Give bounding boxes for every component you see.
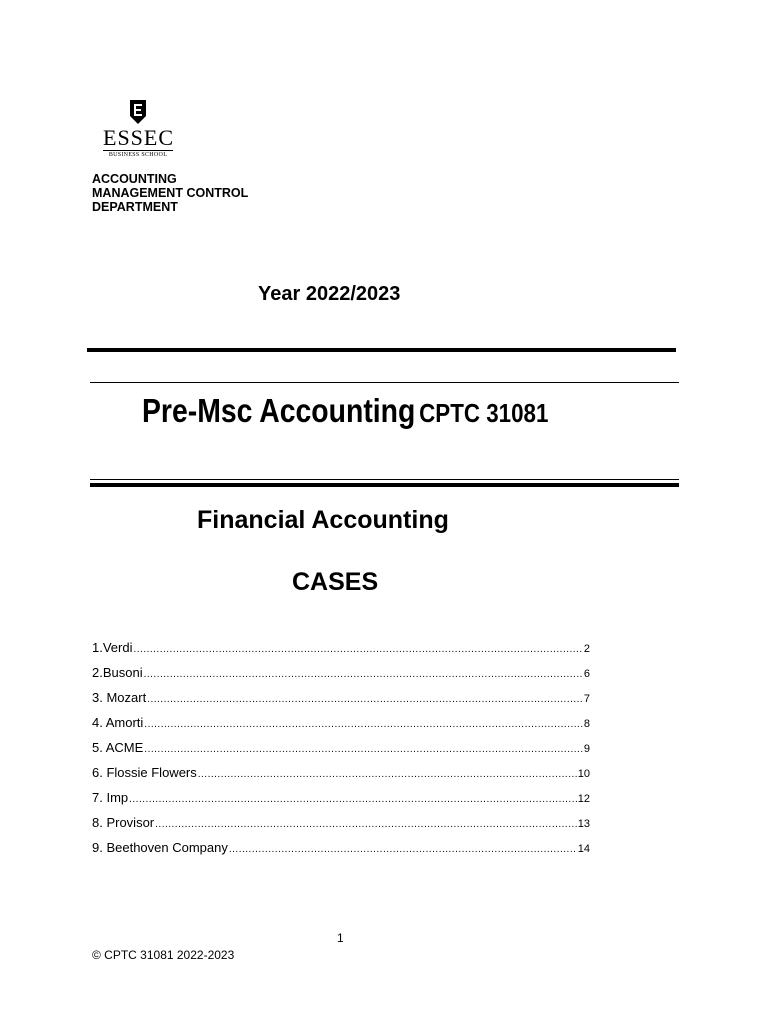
toc-page: 6 <box>583 668 590 680</box>
divider <box>87 348 676 352</box>
page-number: 1 <box>337 931 344 945</box>
toc-entry[interactable] <box>92 715 590 740</box>
logo-wordmark: ESSEC <box>103 125 175 150</box>
toc-entry[interactable] <box>92 815 590 840</box>
toc-entry[interactable] <box>92 840 590 865</box>
shield-icon <box>129 100 147 124</box>
toc-leader <box>144 719 583 730</box>
table-of-contents <box>92 640 590 865</box>
cases-heading: CASES <box>292 568 379 596</box>
toc-label: 3. Mozart <box>92 690 147 705</box>
toc-entry[interactable] <box>92 665 590 690</box>
toc-leader <box>155 819 577 830</box>
toc-page: 2 <box>583 643 590 655</box>
toc-page: 12 <box>577 793 590 805</box>
toc-entry[interactable] <box>92 765 590 790</box>
department-line: ACCOUNTING <box>92 172 177 186</box>
course-title-main: Pre-Msc Accounting <box>142 392 416 429</box>
essec-logo <box>103 100 173 162</box>
divider <box>90 483 679 487</box>
academic-year: Year 2022/2023 <box>258 283 401 305</box>
toc-label: 9. Beethoven Company <box>92 840 228 855</box>
logo-subtitle: BUSINESS SCHOOL <box>103 150 173 159</box>
toc-entry[interactable] <box>92 740 590 765</box>
department-block <box>92 172 248 214</box>
toc-page: 9 <box>583 743 590 755</box>
footer-copyright: © CPTC 31081 2022-2023 <box>92 948 235 962</box>
toc-leader <box>133 644 582 655</box>
toc-page: 8 <box>583 718 590 730</box>
department-line: DEPARTMENT <box>92 200 178 214</box>
toc-label: 4. Amorti <box>92 715 144 730</box>
toc-page: 13 <box>577 818 590 830</box>
toc-entry[interactable] <box>92 690 590 715</box>
subject-heading: Financial Accounting <box>197 506 449 534</box>
toc-leader <box>129 794 577 805</box>
toc-label: 6. Flossie Flowers <box>92 765 197 780</box>
course-code: CPTC 31081 <box>419 398 549 428</box>
toc-leader <box>147 694 583 705</box>
toc-label: 7. Imp <box>92 790 129 805</box>
course-title <box>142 392 548 430</box>
toc-label: 2.Busoni <box>92 665 143 680</box>
toc-entry[interactable] <box>92 640 590 665</box>
toc-page: 10 <box>577 768 590 780</box>
toc-page: 14 <box>577 843 590 855</box>
toc-label: 1.Verdi <box>92 640 133 655</box>
toc-entry[interactable] <box>92 790 590 815</box>
toc-leader <box>144 744 583 755</box>
department-line: MANAGEMENT CONTROL <box>92 186 249 200</box>
toc-leader <box>144 669 583 680</box>
toc-label: 8. Provisor <box>92 815 155 830</box>
toc-leader <box>198 769 577 780</box>
toc-leader <box>229 844 577 855</box>
divider <box>90 382 679 383</box>
toc-page: 7 <box>583 693 590 705</box>
divider <box>90 479 679 480</box>
toc-label: 5. ACME <box>92 740 144 755</box>
